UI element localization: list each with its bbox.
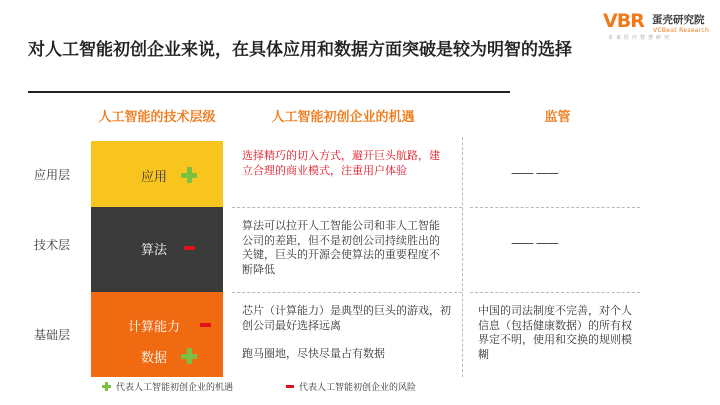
- app-block-label: 应用: [141, 170, 168, 185]
- plus-icon: [181, 348, 197, 364]
- app-regulation-text: —— ——: [511, 166, 558, 180]
- base-regulation-text: 中国的司法制度不完善，对个人信息（包括健康数据）的所有权界定不明，使用和交换的规则模糊: [478, 304, 632, 361]
- minus-icon: [200, 323, 211, 327]
- minus-icon: [184, 246, 195, 250]
- algo-block-label: 算法: [141, 243, 168, 258]
- row-divider: [232, 292, 462, 293]
- vbr-logo: [603, 8, 715, 44]
- logo-mark: [603, 10, 644, 32]
- layer-label-base: 基础层: [33, 328, 70, 342]
- app-opportunity-text: 选择精巧的切入方式，避开巨头航路，建立合理的商业模式，注重用户体验: [242, 149, 440, 177]
- compute-opportunity-text: 芯片（计算能力）是典型的巨头的游戏，初创公司最好选择远离: [242, 304, 451, 332]
- tech-opportunity-text: 算法可以拉开人工智能公司和非人工智能公司的差距，但不是初创公司持续胜出的关键，巨头的开源会使算法的重要程度不断降低: [242, 219, 440, 276]
- layer-label-tech: 技术层: [33, 238, 70, 252]
- legend-opportunity: [102, 380, 233, 393]
- row-divider: [232, 207, 462, 208]
- legend-plus-icon: [102, 382, 111, 391]
- column-header-tech-levels: 人工智能的技术层级: [98, 110, 216, 125]
- legend-risk: [286, 380, 416, 393]
- row-divider: [470, 292, 640, 293]
- base-layer-block: [91, 292, 223, 377]
- layer-label-app: 应用层: [33, 168, 70, 182]
- column-header-opportunities: 人工智能初创企业的机遇: [271, 110, 415, 125]
- logo-mark-r: R: [630, 10, 644, 32]
- app-layer-block: [91, 141, 223, 207]
- legend-opportunity-label: 代表人工智能初创企业的机遇: [116, 383, 234, 393]
- data-block-label: 数据: [141, 351, 168, 366]
- column-header-regulation: 监管: [544, 110, 571, 125]
- legend-risk-label: 代表人工智能初创企业的风险: [299, 383, 417, 393]
- logo-mark-b: B: [616, 10, 631, 32]
- data-opportunity-text: 跑马圈地，尽快尽量占有数据: [242, 347, 385, 360]
- tech-regulation-text: —— ——: [511, 236, 558, 250]
- legend-minus-icon: [286, 385, 294, 388]
- compute-block-label: 计算能力: [128, 320, 181, 335]
- plus-icon: [181, 167, 197, 183]
- tech-layer-block: [91, 207, 223, 292]
- logo-chinese-name: 蛋壳研究院: [652, 14, 705, 26]
- logo-mark-v: V: [603, 10, 617, 32]
- column-divider: [462, 137, 463, 377]
- logo-english-name: VCBeat Research: [653, 27, 710, 34]
- page-title: 对人工智能初创企业来说，在具体应用和数据方面突破是较为明智的选择: [28, 40, 572, 60]
- row-divider: [470, 207, 640, 208]
- title-underline: [28, 91, 510, 93]
- logo-tagline: 未来医疗智慧研究: [608, 35, 673, 41]
